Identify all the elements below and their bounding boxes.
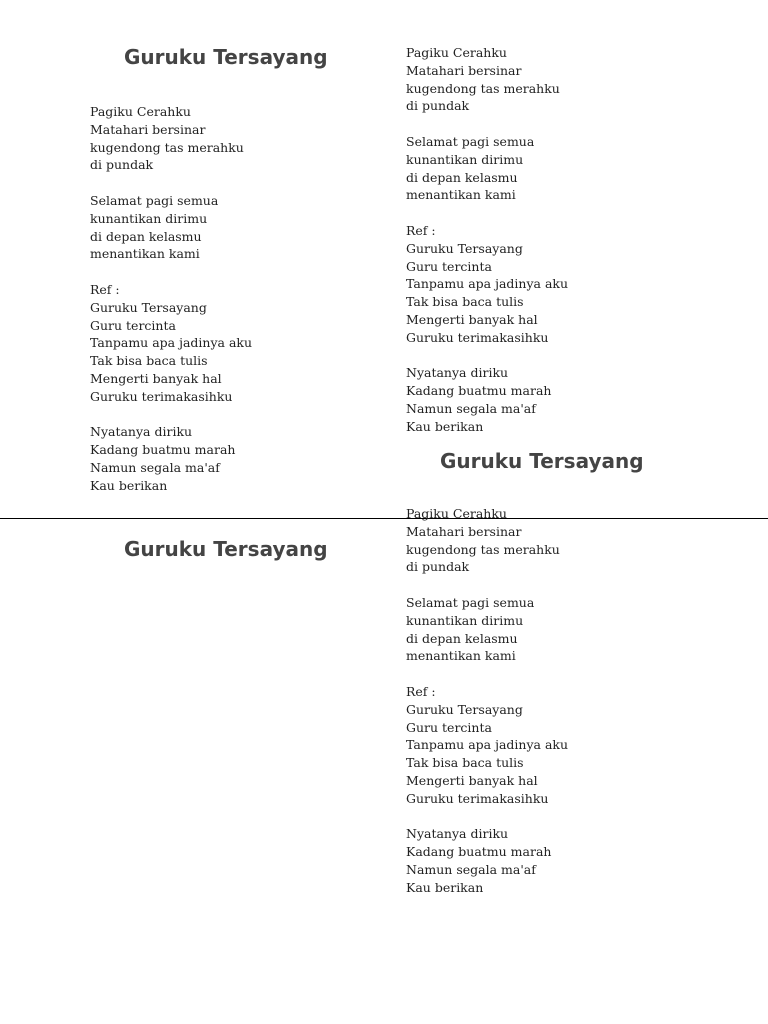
stanza-gap xyxy=(406,576,568,594)
lyric-line: Kadang buatmu marah xyxy=(90,442,236,458)
lyric-line: Namun segala ma'af xyxy=(90,459,220,475)
lyric-line: Matahari bersinar xyxy=(406,62,522,78)
lyric-line: Pagiku Cerahku xyxy=(406,45,507,60)
song-title: Guruku Tersayang xyxy=(440,449,644,473)
lyric-line: Mengerti banyak hal xyxy=(406,772,538,788)
lyric-line: Selamat pagi semua xyxy=(406,133,535,149)
stanza-gap xyxy=(90,174,252,192)
lyric-line: Nyatanya diriku xyxy=(406,826,509,842)
lyric-line: Namun segala ma'af xyxy=(406,400,536,416)
lyric-line: Nyatanya diriku xyxy=(406,365,509,381)
lyric-line: Guruku terimakasihku xyxy=(406,329,549,345)
lyric-line: Kadang buatmu marah xyxy=(406,844,552,860)
lyric-line: Guru tercinta xyxy=(406,719,492,735)
lyric-line: Guruku Tersayang xyxy=(406,240,523,256)
lyric-line: Kau berikan xyxy=(406,879,484,895)
lyric-line: Tak bisa baca tulis xyxy=(90,353,208,369)
lyric-line: di depan kelasmu xyxy=(90,228,202,244)
lyric-line: kunantikan dirimu xyxy=(90,210,208,226)
lyrics-block xyxy=(406,44,568,436)
lyric-line: Kadang buatmu marah xyxy=(406,383,552,399)
lyric-line: di pundak xyxy=(406,98,470,114)
lyric-line: Mengerti banyak hal xyxy=(90,370,222,386)
lyrics-block xyxy=(90,103,252,495)
lyric-line: menantikan kami xyxy=(406,648,516,664)
stanza-gap xyxy=(90,263,252,281)
lyric-line: Tanpamu apa jadinya aku xyxy=(406,737,569,753)
lyric-line: Kau berikan xyxy=(406,418,484,434)
lyric-line: Tak bisa baca tulis xyxy=(406,294,524,310)
stanza-gap xyxy=(90,406,252,424)
lyric-line: Guru tercinta xyxy=(90,317,176,333)
song-title: Guruku Tersayang xyxy=(124,45,328,69)
lyric-line: menantikan kami xyxy=(90,246,200,262)
lyric-line: Matahari bersinar xyxy=(90,121,206,137)
song-title: Guruku Tersayang xyxy=(124,537,328,561)
lyric-line: di depan kelasmu xyxy=(406,630,518,646)
lyric-line: Tanpamu apa jadinya aku xyxy=(90,335,253,351)
lyric-line: Guru tercinta xyxy=(406,258,492,274)
lyric-line: di pundak xyxy=(406,559,470,575)
lyric-line: Tak bisa baca tulis xyxy=(406,755,524,771)
lyric-line: kunantikan dirimu xyxy=(406,151,524,167)
lyric-line: kugendong tas merahku xyxy=(406,541,560,557)
lyric-line: Guruku terimakasihku xyxy=(406,790,549,806)
lyric-line: Pagiku Cerahku xyxy=(90,104,191,119)
lyric-line: Kau berikan xyxy=(90,477,168,493)
lyric-line: Guruku Tersayang xyxy=(90,299,207,315)
lyric-line: Pagiku Cerahku xyxy=(406,506,507,521)
lyric-line: Guruku terimakasihku xyxy=(90,388,233,404)
lyric-line: Matahari bersinar xyxy=(406,523,522,539)
lyric-line: Mengerti banyak hal xyxy=(406,311,538,327)
lyric-line: di pundak xyxy=(90,157,154,173)
lyric-line: di depan kelasmu xyxy=(406,169,518,185)
lyric-line: Ref : xyxy=(406,222,436,238)
lyric-line: menantikan kami xyxy=(406,187,516,203)
lyric-line: Guruku Tersayang xyxy=(406,701,523,717)
stanza-gap xyxy=(406,115,568,133)
stanza-gap xyxy=(406,204,568,222)
lyric-line: Ref : xyxy=(406,683,436,699)
lyric-line: kugendong tas merahku xyxy=(406,80,560,96)
lyrics-block xyxy=(406,505,568,897)
stanza-gap xyxy=(406,347,568,365)
stanza-gap xyxy=(406,808,568,826)
lyric-line: Tanpamu apa jadinya aku xyxy=(406,276,569,292)
lyric-line: kugendong tas merahku xyxy=(90,139,244,155)
lyric-line: Selamat pagi semua xyxy=(90,192,219,208)
lyric-line: Nyatanya diriku xyxy=(90,424,193,440)
lyric-line: kunantikan dirimu xyxy=(406,612,524,628)
lyric-line: Namun segala ma'af xyxy=(406,861,536,877)
page-divider xyxy=(0,518,768,519)
lyric-line: Selamat pagi semua xyxy=(406,594,535,610)
stanza-gap xyxy=(406,665,568,683)
lyric-line: Ref : xyxy=(90,281,120,297)
